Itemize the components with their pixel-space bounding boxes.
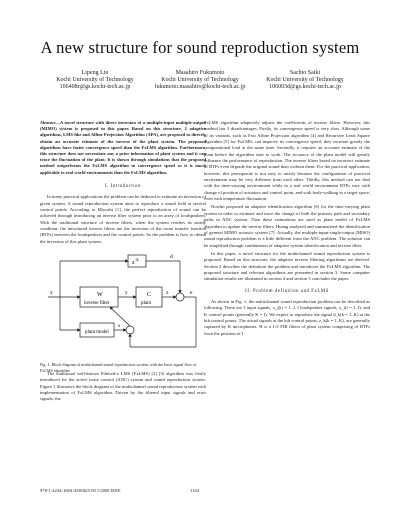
abstract-label: Abstract— (40, 120, 61, 125)
author-name: Masahiro Fukumoto (175, 70, 225, 76)
e-signal-label: e (190, 289, 193, 296)
author-block-3 (245, 70, 365, 92)
d-signal-label: d (170, 253, 173, 260)
section-heading-introduction: I. Introduction (104, 183, 142, 189)
intro-paragraph: In many practical applications the problem can be deduced to estimate an inversion of given system. A sound reproduction system aims to reproduce a sound field at several control points. According to Miyoshi [1], the perfect reproduction of sound can be achieved through introducing an inverse filter system prior to an array of loudspeakers. With the traditional structure of inverse filters, when the system reaches its steady condition, the introduced inverse filters are the inversion of the room transfer function (RTFs) between the loudspeakers and the control points. So the problem is how to obtain the inversion of this plant system. (40, 194, 206, 244)
author-block-1 (35, 70, 155, 92)
inverse-filter-label: inverse filter (84, 300, 110, 306)
summing-junction (176, 293, 184, 301)
plant-label: plant (141, 300, 151, 306)
author-affiliation: Kochi University of Technology (161, 77, 239, 84)
x-signal-label: x (50, 289, 53, 296)
figure-1 (40, 247, 206, 373)
plant-model-label: plant model (85, 329, 109, 335)
c-label: C (147, 291, 152, 298)
s-signal-label: s (118, 322, 121, 329)
section2-paragraph: As shown in Fig. 1, the multichannel sound reproduction problem can be described as following. There are J input signals, x_j(i) = 1..J, I loudspeaker signals, y_i(i = 1..I), and K control points (generally K = I). We expect to reproduce the signal d_k(k = 1..K) at the kth control points. The actual signals at the kth control points, z_k(k = 1..K), are generally captured by K microphones. H is a J×I FIR filters of plant system comprising of RTFs from the position of I (204, 298, 370, 336)
left-column (40, 120, 206, 405)
w-label: W (97, 291, 103, 298)
page-title: A new structure for sound reproduction system (40, 38, 360, 57)
author-email: 106003d@gs.kochi-tech.ac.jp (269, 84, 341, 91)
abstract-text: A novel structure with direct inversion of a multiple-input multiple-output (MIMO) system is proposed in this paper. Based on this structure, 2 adaptive algorithms, LMS-like and Affine Projection Algorithm (APA), are proposed to directly obtain an accurate estimate of the inverse of the plant system. The proposed algorithms have faster convergence speed than the FxLMS algorithm. Furthermore, this structure does not necessitate any a prior information of plant system and it can trace the fluctuation of the plant. It is shown through simulations that the proposed method outperforms the FxLMS algorithm in convergence speed so it is much applicable to real world environments than the FxLMS algorithm. (40, 120, 206, 175)
z-signal-label: z (166, 289, 169, 296)
right-paragraph: Nowhn proposed an adaptive identification algorithm [6] for the time-varying plant system in order to estimate and trace the change of both the primary path and secondary paths in ANC system. Then these estimations are used as plant model of FxLMS algorithm to update the inverse filters. Huang analyzed and summarized the identification of general MIMO acoustic system [7]. Actually, the multiple-input-single-output (MISO) sound reproduction problem is a little different from the ANC problem. The solution can be simplified through combination of adaptive system identification and inverse filter. (204, 204, 370, 248)
figure-caption: Fig. 1. Block diagram of multichannel sound reproduction system, with the basic signal flow of FxLMS algorithm (40, 362, 197, 373)
author-email: fukumoto.masahiro@kochi-tech.ac.jp (154, 84, 246, 91)
page-number: 1144 (190, 488, 200, 493)
delay-label: $z^{-\Delta}$ (132, 256, 139, 266)
author-affiliation: Kochi University of Technology (56, 77, 134, 84)
right-paragraph: In this paper, a novel structure for the multichannel sound reproduction system is proposed. Based on this structure, the adaptive inverse filtering algorithms are derived. Section 2 describes the definition the problem and introduces the FxLMS algorithm. The proposed structure and relevant algorithms are presented in section 3. Some computer simulation results are illustrated in section 4 and section 5 concludes the paper. (204, 250, 370, 282)
multiplier-node (126, 326, 134, 334)
author-block-2 (140, 70, 260, 92)
block-diagram (40, 247, 206, 357)
author-name: Sachio Saiki (289, 70, 321, 76)
abstract (40, 120, 206, 176)
paragraph-after-figure: The traditional well-known Filtered-x LMS (FxLMS) [2] [3] algorithm was firstly introduced for the active noise control (ANC) system and sound reproduction system. Figure 1 illustrates the block diagram of the multichannel sound reproduction system with implementation of FxLMS algorithm. Driven by the filtered input signals and error signals, the (40, 370, 206, 402)
author-email: 106408r@gs.kochi-tech.ac.jp (59, 84, 131, 91)
section-heading-problem: II. Problem definition and FxLMS (245, 288, 329, 294)
author-affiliation: Kochi University of Technology (266, 77, 344, 84)
footer-copyright: 978-1-4244-1684-4/08/$25.00 ©2008 IEEE (40, 488, 121, 493)
right-column (204, 120, 370, 339)
right-paragraph: FxLMS algorithm adaptively adjusts the coefficients of inverse filters. However, this method has 3 disadvantages. Firstly, its convergence speed is very slow. Although some of its variants, such as Fast Affine Projection algorithm [4] and Recursive Least Square algorithm [5] for FxLMS, can improve its convergence speed, they increase greatly the computational load at the same time. Secondly, it requires an accurate estimate of the plant before the algorithm start to work. The accuracy of the plant model will greatly influence the performance of reproduction. The inverse filters based on incorrect estimate of RTFs even degrade the original sound than without them. For the practical application, however, this prerequisite is not easy to satisfy because the configuration of practical environment may be very different from each other. Thirdly, this method can not deal with the time-varying environment while in a real world environment RTFs vary with change of position of actuators and control point, and with body-walking in a target space, even with temperature fluctuation. (204, 120, 371, 202)
y-signal-label: y (125, 289, 128, 296)
author-name: Lipeng Liu (81, 70, 109, 76)
